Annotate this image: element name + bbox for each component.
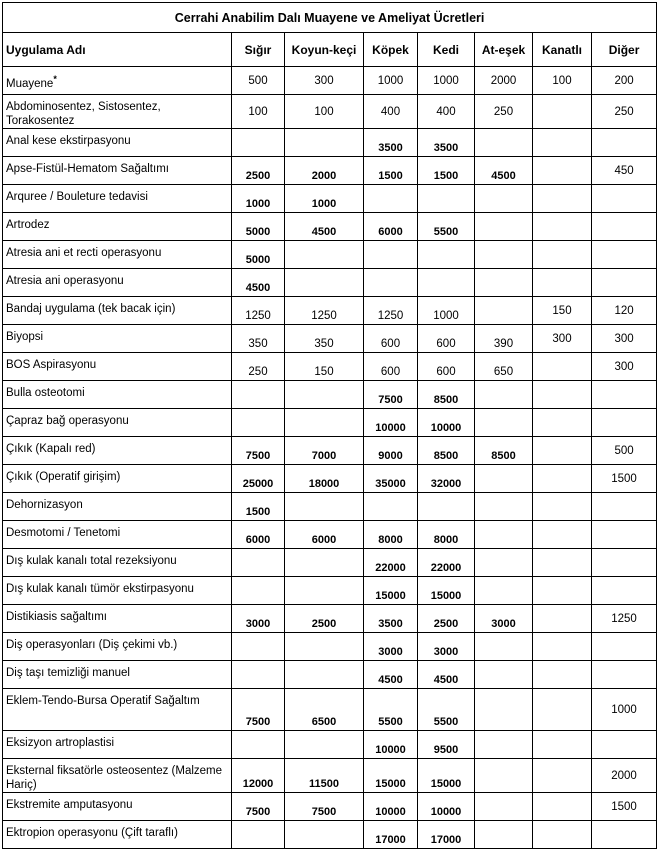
fee-cell: 4500	[364, 661, 418, 689]
fee-cell: 1250	[364, 297, 418, 325]
fee-cell	[232, 549, 285, 577]
fee-cell	[592, 129, 657, 157]
fee-cell	[418, 269, 475, 297]
fee-cell: 1250	[592, 605, 657, 633]
fee-cell	[475, 297, 533, 325]
fee-cell	[285, 269, 364, 297]
table-row	[3, 129, 657, 157]
fee-cell	[533, 129, 592, 157]
fee-cell: 15000	[364, 577, 418, 605]
procedure-name: Ekstremite amputasyonu	[3, 793, 232, 821]
fee-cell	[533, 605, 592, 633]
fee-cell	[592, 549, 657, 577]
fee-cell: 100	[533, 67, 592, 95]
fee-cell	[232, 661, 285, 689]
fee-cell	[592, 213, 657, 241]
fee-cell	[533, 661, 592, 689]
fee-cell: 600	[418, 353, 475, 381]
column-header: Diğer	[592, 33, 657, 67]
fee-cell: 250	[475, 95, 533, 129]
fee-cell	[285, 241, 364, 269]
fee-cell: 35000	[364, 465, 418, 493]
procedure-name: Dehornizasyon	[3, 493, 232, 521]
procedure-name: Bandaj uygulama (tek bacak için)	[3, 297, 232, 325]
procedure-name: Eksternal fiksatörle osteosentez (Malzeme Hariç)	[3, 759, 232, 793]
fee-cell: 10000	[364, 793, 418, 821]
fee-cell	[533, 521, 592, 549]
fee-cell: 350	[285, 325, 364, 353]
fee-cell: 120	[592, 297, 657, 325]
fee-cell	[533, 793, 592, 821]
fee-cell: 1250	[232, 297, 285, 325]
fee-cell: 6000	[232, 521, 285, 549]
fee-cell	[475, 731, 533, 759]
fee-cell: 6000	[285, 521, 364, 549]
fee-cell: 250	[232, 353, 285, 381]
procedure-name: Ektropion operasyonu (Çift taraflı)	[3, 821, 232, 849]
fee-cell: 15000	[418, 759, 475, 793]
fee-cell	[475, 521, 533, 549]
fee-cell: 150	[285, 353, 364, 381]
fee-cell: 300	[285, 67, 364, 95]
fee-cell: 2500	[232, 157, 285, 185]
table-row	[3, 241, 657, 269]
procedure-name: Biyopsi	[3, 325, 232, 353]
fee-cell	[533, 549, 592, 577]
fee-cell: 15000	[364, 759, 418, 793]
fee-cell	[475, 241, 533, 269]
table-row	[3, 381, 657, 409]
procedure-name: Artrodez	[3, 213, 232, 241]
fee-cell: 400	[364, 95, 418, 129]
fee-cell	[592, 381, 657, 409]
procedure-name: Bulla osteotomi	[3, 381, 232, 409]
fee-cell: 1500	[592, 793, 657, 821]
fee-cell	[475, 465, 533, 493]
fee-cell: 7500	[232, 437, 285, 465]
column-header: Kedi	[418, 33, 475, 67]
fee-cell: 7500	[364, 381, 418, 409]
fee-cell: 500	[592, 437, 657, 465]
fee-cell	[533, 821, 592, 849]
fee-cell: 1000	[364, 67, 418, 95]
fee-cell: 200	[592, 67, 657, 95]
table-row	[3, 549, 657, 577]
table-row	[3, 269, 657, 297]
table-title: Cerrahi Anabilim Dalı Muayene ve Ameliyat Ücretleri	[3, 3, 657, 33]
fee-cell	[533, 689, 592, 731]
procedure-name: Çıkık (Kapalı red)	[3, 437, 232, 465]
fee-cell: 3000	[232, 605, 285, 633]
fee-cell	[285, 633, 364, 661]
table-row	[3, 661, 657, 689]
column-header: Köpek	[364, 33, 418, 67]
fee-cell	[592, 821, 657, 849]
fee-cell	[475, 381, 533, 409]
fee-cell	[475, 759, 533, 793]
fee-cell: 7500	[285, 793, 364, 821]
procedure-name: Dış kulak kanalı tümör ekstirpasyonu	[3, 577, 232, 605]
fee-cell	[475, 661, 533, 689]
fee-cell	[232, 129, 285, 157]
fee-cell	[592, 269, 657, 297]
table-row	[3, 157, 657, 185]
fee-cell	[592, 577, 657, 605]
table-row	[3, 821, 657, 849]
fee-cell: 4500	[418, 661, 475, 689]
column-header: Sığır	[232, 33, 285, 67]
fee-cell: 2000	[475, 67, 533, 95]
fee-cell: 1500	[592, 465, 657, 493]
fee-cell: 25000	[232, 465, 285, 493]
fee-cell: 22000	[364, 549, 418, 577]
fee-cell: 2500	[285, 605, 364, 633]
fee-cell	[533, 353, 592, 381]
fee-cell	[592, 493, 657, 521]
fee-cell: 100	[285, 95, 364, 129]
fee-cell: 3000	[475, 605, 533, 633]
table-row	[3, 67, 657, 95]
fee-cell: 8500	[418, 381, 475, 409]
table-row	[3, 793, 657, 821]
fee-cell: 2000	[285, 157, 364, 185]
footnote-mark: *	[53, 74, 57, 84]
table-row	[3, 759, 657, 793]
fee-cell	[533, 157, 592, 185]
procedure-name: Çapraz bağ operasyonu	[3, 409, 232, 437]
column-header: Koyun-keçi	[285, 33, 364, 67]
table-row	[3, 521, 657, 549]
procedure-name: Desmotomi / Tenetomi	[3, 521, 232, 549]
fee-cell: 3500	[364, 605, 418, 633]
fee-cell	[418, 241, 475, 269]
fee-cell	[533, 465, 592, 493]
fee-cell: 500	[232, 67, 285, 95]
fee-cell: 8500	[475, 437, 533, 465]
fee-cell: 9000	[364, 437, 418, 465]
fee-cell	[533, 269, 592, 297]
fee-cell: 11500	[285, 759, 364, 793]
fee-cell: 32000	[418, 465, 475, 493]
fee-cell	[475, 793, 533, 821]
fee-cell: 600	[364, 325, 418, 353]
fee-cell: 4500	[475, 157, 533, 185]
fee-cell	[232, 731, 285, 759]
fee-cell: 450	[592, 157, 657, 185]
fee-cell: 3000	[364, 633, 418, 661]
column-header: At-eşek	[475, 33, 533, 67]
fee-cell	[475, 821, 533, 849]
fee-cell	[364, 269, 418, 297]
fee-cell: 250	[592, 95, 657, 129]
fee-cell	[285, 731, 364, 759]
fee-cell: 2000	[592, 759, 657, 793]
procedure-name: Distikiasis sağaltımı	[3, 605, 232, 633]
fee-cell: 8000	[364, 521, 418, 549]
fee-cell: 6000	[364, 213, 418, 241]
fee-cell: 7000	[285, 437, 364, 465]
fee-cell	[285, 129, 364, 157]
fee-cell: 1000	[232, 185, 285, 213]
procedure-name: Dış kulak kanalı total rezeksiyonu	[3, 549, 232, 577]
fee-cell: 18000	[285, 465, 364, 493]
fee-cell	[232, 577, 285, 605]
fee-cell	[475, 409, 533, 437]
procedure-name: Apse-Fistül-Hematom Sağaltımı	[3, 157, 232, 185]
fee-cell: 300	[533, 325, 592, 353]
fee-cell	[232, 409, 285, 437]
fee-cell	[592, 409, 657, 437]
fee-cell	[592, 241, 657, 269]
fee-cell	[232, 633, 285, 661]
fee-cell	[533, 213, 592, 241]
fee-cell: 5500	[418, 689, 475, 731]
fee-cell	[592, 633, 657, 661]
column-header: Kanatlı	[533, 33, 592, 67]
fee-cell: 3000	[418, 633, 475, 661]
header-row	[3, 33, 657, 67]
fee-cell: 350	[232, 325, 285, 353]
fee-cell	[364, 241, 418, 269]
fee-cell: 1000	[418, 67, 475, 95]
table-row	[3, 95, 657, 129]
fee-cell	[533, 409, 592, 437]
fee-cell: 150	[533, 297, 592, 325]
fee-cell	[232, 821, 285, 849]
fee-cell	[285, 577, 364, 605]
fee-cell	[475, 269, 533, 297]
fee-cell	[475, 185, 533, 213]
fee-cell: 1500	[364, 157, 418, 185]
fee-cell	[364, 185, 418, 213]
fee-cell	[475, 689, 533, 731]
fee-cell	[592, 661, 657, 689]
fee-cell	[592, 185, 657, 213]
fee-cell	[533, 437, 592, 465]
fee-cell	[533, 95, 592, 129]
fee-cell: 390	[475, 325, 533, 353]
fee-cell: 8000	[418, 521, 475, 549]
procedure-name: Abdominosentez, Sistosentez, Torakosentez	[3, 95, 232, 129]
fee-cell: 5500	[364, 689, 418, 731]
fee-cell: 9500	[418, 731, 475, 759]
table-row	[3, 437, 657, 465]
fee-cell: 300	[592, 325, 657, 353]
table-row	[3, 325, 657, 353]
table-row	[3, 689, 657, 731]
procedure-name: Diş taşı temizliği manuel	[3, 661, 232, 689]
column-header-name: Uygulama Adı	[3, 33, 232, 67]
fee-cell: 17000	[418, 821, 475, 849]
fee-cell: 22000	[418, 549, 475, 577]
fee-cell	[592, 731, 657, 759]
fee-cell: 1000	[592, 689, 657, 731]
fee-cell	[364, 493, 418, 521]
procedure-name: Atresia ani et recti operasyonu	[3, 241, 232, 269]
fee-cell	[475, 213, 533, 241]
procedure-name: BOS Aspirasyonu	[3, 353, 232, 381]
fee-cell	[533, 493, 592, 521]
fee-cell	[533, 577, 592, 605]
fee-cell	[232, 381, 285, 409]
procedure-name: Anal kese ekstirpasyonu	[3, 129, 232, 157]
table-row	[3, 409, 657, 437]
fee-cell: 650	[475, 353, 533, 381]
fee-cell	[418, 493, 475, 521]
fee-cell	[285, 821, 364, 849]
fee-cell: 400	[418, 95, 475, 129]
fee-cell: 1500	[418, 157, 475, 185]
table-row	[3, 465, 657, 493]
fee-cell: 10000	[364, 409, 418, 437]
fee-cell: 8500	[418, 437, 475, 465]
procedure-name: Eklem-Tendo-Bursa Operatif Sağaltım	[3, 689, 232, 731]
table-row	[3, 297, 657, 325]
fee-cell	[475, 577, 533, 605]
fee-cell: 1500	[232, 493, 285, 521]
fee-cell	[418, 185, 475, 213]
fee-cell	[475, 549, 533, 577]
procedure-name: Diş operasyonları (Diş çekimi vb.)	[3, 633, 232, 661]
fee-cell: 100	[232, 95, 285, 129]
table-row	[3, 493, 657, 521]
fee-cell	[533, 759, 592, 793]
fee-cell: 5000	[232, 241, 285, 269]
fee-cell	[285, 549, 364, 577]
procedure-name: Arquree / Bouleture tedavisi	[3, 185, 232, 213]
fee-cell: 15000	[418, 577, 475, 605]
table-row	[3, 185, 657, 213]
fee-cell: 7500	[232, 793, 285, 821]
procedure-name: Atresia ani operasyonu	[3, 269, 232, 297]
fee-cell	[592, 521, 657, 549]
table-row	[3, 353, 657, 381]
fee-cell: 1000	[418, 297, 475, 325]
fee-cell: 5500	[418, 213, 475, 241]
fee-cell: 7500	[232, 689, 285, 731]
fee-cell	[533, 241, 592, 269]
table-row	[3, 731, 657, 759]
fee-cell: 600	[364, 353, 418, 381]
fee-cell: 600	[418, 325, 475, 353]
fee-cell	[285, 493, 364, 521]
fee-cell: 12000	[232, 759, 285, 793]
fee-cell	[475, 129, 533, 157]
fee-table	[2, 2, 657, 849]
fee-cell	[475, 493, 533, 521]
fee-cell	[475, 633, 533, 661]
fee-cell: 1250	[285, 297, 364, 325]
fee-cell	[533, 731, 592, 759]
procedure-name: Çıkık (Operatif girişim)	[3, 465, 232, 493]
procedure-name: Eksizyon artroplastisi	[3, 731, 232, 759]
fee-cell: 6500	[285, 689, 364, 731]
table-row	[3, 213, 657, 241]
fee-cell	[533, 185, 592, 213]
fee-cell: 2500	[418, 605, 475, 633]
fee-cell: 4500	[232, 269, 285, 297]
table-row	[3, 577, 657, 605]
fee-cell: 4500	[285, 213, 364, 241]
fee-cell: 17000	[364, 821, 418, 849]
fee-cell	[533, 381, 592, 409]
fee-cell	[533, 633, 592, 661]
fee-cell: 300	[592, 353, 657, 381]
fee-cell: 3500	[418, 129, 475, 157]
fee-cell: 10000	[418, 409, 475, 437]
fee-cell	[285, 409, 364, 437]
procedure-name: Muayene*	[3, 67, 232, 95]
fee-cell: 5000	[232, 213, 285, 241]
table-row	[3, 605, 657, 633]
fee-cell	[285, 661, 364, 689]
fee-cell: 1000	[285, 185, 364, 213]
fee-cell: 3500	[364, 129, 418, 157]
fee-cell	[285, 381, 364, 409]
fee-cell: 10000	[364, 731, 418, 759]
fee-cell: 10000	[418, 793, 475, 821]
table-row	[3, 633, 657, 661]
